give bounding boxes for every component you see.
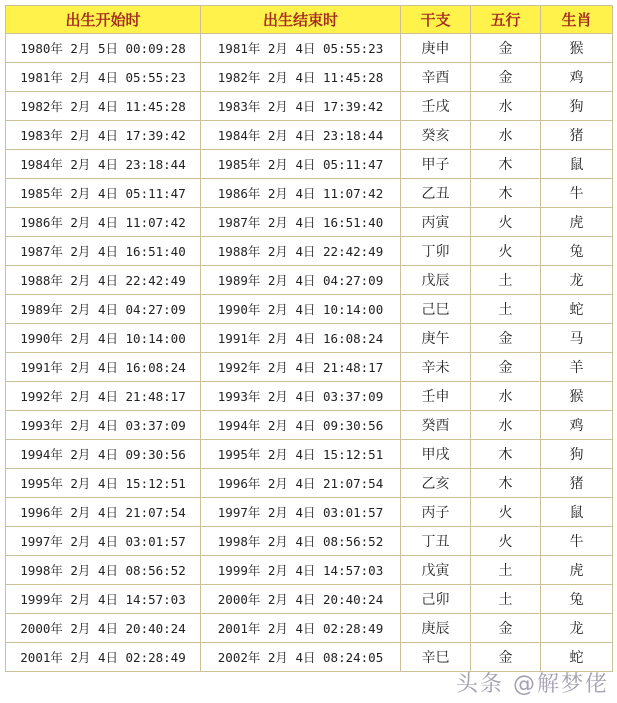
cell-start-time: 1998年 2月 4日 08:56:52 [6,556,201,585]
cell-start-time: 1992年 2月 4日 21:48:17 [6,382,201,411]
cell-zodiac: 猪 [541,121,613,150]
cell-ganzhi: 乙丑 [401,179,471,208]
header-row [6,6,613,34]
table-row [6,585,613,614]
cell-ganzhi: 辛未 [401,353,471,382]
cell-end-time: 1985年 2月 4日 05:11:47 [201,150,401,179]
cell-start-time: 1995年 2月 4日 15:12:51 [6,469,201,498]
cell-ganzhi: 庚午 [401,324,471,353]
cell-end-time: 1997年 2月 4日 03:01:57 [201,498,401,527]
cell-end-time: 1982年 2月 4日 11:45:28 [201,63,401,92]
cell-ganzhi: 壬申 [401,382,471,411]
table-row [6,382,613,411]
cell-start-time: 1982年 2月 4日 11:45:28 [6,92,201,121]
cell-ganzhi: 乙亥 [401,469,471,498]
cell-end-time: 1991年 2月 4日 16:08:24 [201,324,401,353]
cell-end-time: 2002年 2月 4日 08:24:05 [201,643,401,672]
cell-zodiac: 虎 [541,556,613,585]
cell-wuxing: 水 [471,382,541,411]
cell-ganzhi: 戊寅 [401,556,471,585]
table-row [6,469,613,498]
cell-zodiac: 鸡 [541,63,613,92]
header-start: 出生开始时 [6,6,201,34]
cell-ganzhi: 甲戌 [401,440,471,469]
cell-ganzhi: 庚申 [401,34,471,63]
cell-end-time: 1981年 2月 4日 05:55:23 [201,34,401,63]
table-row [6,179,613,208]
header-wuxing: 五行 [471,6,541,34]
cell-zodiac: 龙 [541,614,613,643]
cell-end-time: 1992年 2月 4日 21:48:17 [201,353,401,382]
table-row [6,266,613,295]
cell-ganzhi: 丁丑 [401,527,471,556]
table-row [6,237,613,266]
cell-wuxing: 金 [471,34,541,63]
cell-start-time: 1987年 2月 4日 16:51:40 [6,237,201,266]
table-row [6,498,613,527]
cell-end-time: 2001年 2月 4日 02:28:49 [201,614,401,643]
cell-start-time: 1993年 2月 4日 03:37:09 [6,411,201,440]
cell-wuxing: 金 [471,614,541,643]
cell-end-time: 1996年 2月 4日 21:07:54 [201,469,401,498]
table-row [6,643,613,672]
cell-start-time: 1984年 2月 4日 23:18:44 [6,150,201,179]
cell-zodiac: 鼠 [541,150,613,179]
table-row [6,34,613,63]
cell-start-time: 1986年 2月 4日 11:07:42 [6,208,201,237]
header-end: 出生结束时 [201,6,401,34]
cell-ganzhi: 癸酉 [401,411,471,440]
cell-zodiac: 羊 [541,353,613,382]
cell-start-time: 1981年 2月 4日 05:55:23 [6,63,201,92]
cell-wuxing: 火 [471,237,541,266]
cell-end-time: 1988年 2月 4日 22:42:49 [201,237,401,266]
cell-end-time: 1993年 2月 4日 03:37:09 [201,382,401,411]
table-row [6,324,613,353]
cell-wuxing: 土 [471,266,541,295]
cell-start-time: 1999年 2月 4日 14:57:03 [6,585,201,614]
cell-ganzhi: 辛巳 [401,643,471,672]
cell-wuxing: 水 [471,121,541,150]
table-row [6,121,613,150]
cell-start-time: 1996年 2月 4日 21:07:54 [6,498,201,527]
cell-wuxing: 水 [471,411,541,440]
table-row [6,353,613,382]
zodiac-table [5,5,613,672]
cell-wuxing: 木 [471,179,541,208]
cell-wuxing: 金 [471,63,541,92]
cell-start-time: 2001年 2月 4日 02:28:49 [6,643,201,672]
cell-zodiac: 猴 [541,34,613,63]
cell-wuxing: 木 [471,440,541,469]
cell-ganzhi: 辛酉 [401,63,471,92]
cell-end-time: 1994年 2月 4日 09:30:56 [201,411,401,440]
cell-zodiac: 鼠 [541,498,613,527]
cell-ganzhi: 丁卯 [401,237,471,266]
cell-wuxing: 土 [471,556,541,585]
cell-ganzhi: 戊辰 [401,266,471,295]
cell-start-time: 1990年 2月 4日 10:14:00 [6,324,201,353]
table-row [6,63,613,92]
table-row [6,208,613,237]
cell-ganzhi: 己巳 [401,295,471,324]
cell-zodiac: 蛇 [541,643,613,672]
cell-zodiac: 狗 [541,92,613,121]
cell-zodiac: 猴 [541,382,613,411]
cell-ganzhi: 己卯 [401,585,471,614]
cell-end-time: 1999年 2月 4日 14:57:03 [201,556,401,585]
cell-start-time: 1989年 2月 4日 04:27:09 [6,295,201,324]
cell-wuxing: 水 [471,92,541,121]
cell-ganzhi: 庚辰 [401,614,471,643]
cell-end-time: 1984年 2月 4日 23:18:44 [201,121,401,150]
cell-zodiac: 龙 [541,266,613,295]
cell-zodiac: 蛇 [541,295,613,324]
header-ganzhi: 干支 [401,6,471,34]
cell-end-time: 1986年 2月 4日 11:07:42 [201,179,401,208]
cell-zodiac: 虎 [541,208,613,237]
cell-zodiac: 猪 [541,469,613,498]
cell-end-time: 1989年 2月 4日 04:27:09 [201,266,401,295]
cell-start-time: 2000年 2月 4日 20:40:24 [6,614,201,643]
cell-wuxing: 火 [471,498,541,527]
cell-ganzhi: 丙寅 [401,208,471,237]
cell-end-time: 1998年 2月 4日 08:56:52 [201,527,401,556]
cell-wuxing: 木 [471,150,541,179]
cell-zodiac: 鸡 [541,411,613,440]
cell-end-time: 1983年 2月 4日 17:39:42 [201,92,401,121]
cell-start-time: 1983年 2月 4日 17:39:42 [6,121,201,150]
cell-wuxing: 金 [471,324,541,353]
watermark-logo: 头条 @解梦佬 [456,672,609,697]
cell-end-time: 1990年 2月 4日 10:14:00 [201,295,401,324]
cell-zodiac: 牛 [541,179,613,208]
table-row [6,92,613,121]
cell-wuxing: 土 [471,585,541,614]
cell-end-time: 2000年 2月 4日 20:40:24 [201,585,401,614]
cell-zodiac: 马 [541,324,613,353]
table-row [6,150,613,179]
cell-start-time: 1994年 2月 4日 09:30:56 [6,440,201,469]
cell-start-time: 1988年 2月 4日 22:42:49 [6,266,201,295]
table-row [6,411,613,440]
cell-start-time: 1980年 2月 5日 00:09:28 [6,34,201,63]
cell-end-time: 1987年 2月 4日 16:51:40 [201,208,401,237]
cell-ganzhi: 丙子 [401,498,471,527]
cell-zodiac: 兔 [541,585,613,614]
cell-zodiac: 兔 [541,237,613,266]
cell-ganzhi: 壬戌 [401,92,471,121]
cell-zodiac: 牛 [541,527,613,556]
cell-end-time: 1995年 2月 4日 15:12:51 [201,440,401,469]
cell-wuxing: 木 [471,469,541,498]
cell-start-time: 1997年 2月 4日 03:01:57 [6,527,201,556]
header-zodiac: 生肖 [541,6,613,34]
table-row [6,556,613,585]
cell-ganzhi: 甲子 [401,150,471,179]
cell-wuxing: 金 [471,643,541,672]
table-row [6,440,613,469]
cell-wuxing: 金 [471,353,541,382]
cell-start-time: 1985年 2月 4日 05:11:47 [6,179,201,208]
table-row [6,614,613,643]
cell-wuxing: 火 [471,527,541,556]
table-row [6,527,613,556]
cell-start-time: 1991年 2月 4日 16:08:24 [6,353,201,382]
cell-ganzhi: 癸亥 [401,121,471,150]
cell-wuxing: 火 [471,208,541,237]
cell-zodiac: 狗 [541,440,613,469]
cell-wuxing: 土 [471,295,541,324]
table-row [6,295,613,324]
